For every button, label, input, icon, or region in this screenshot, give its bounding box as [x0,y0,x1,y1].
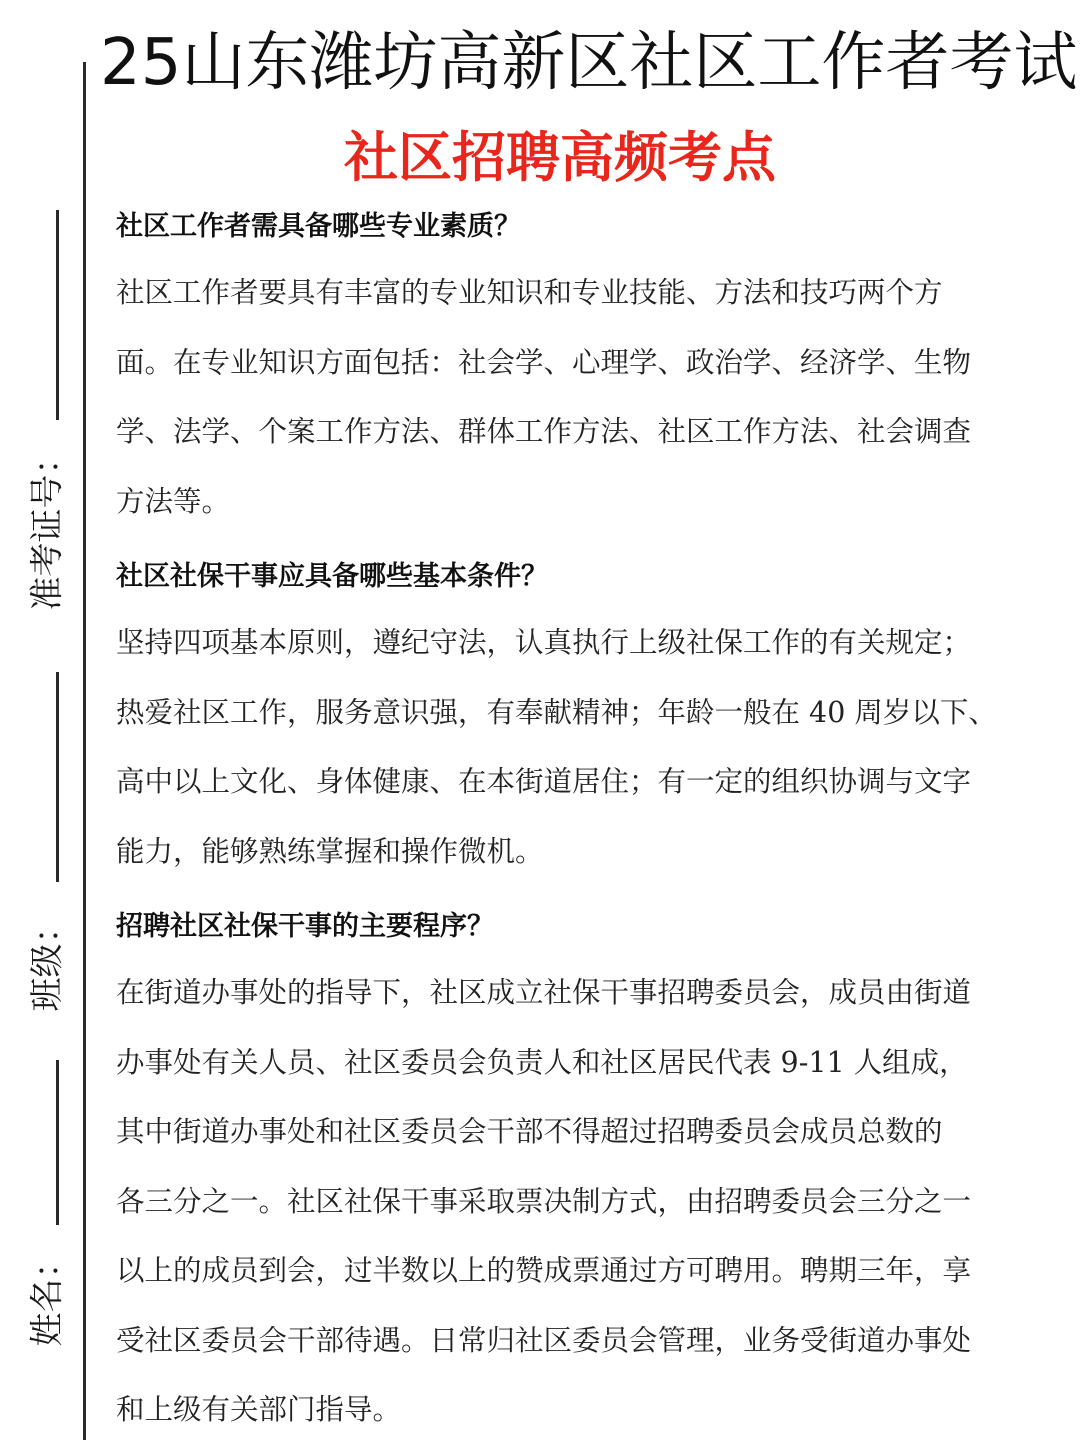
answer-line: 社区工作者要具有丰富的专业知识和专业技能、方法和技巧两个方 [116,276,943,309]
class-underline [56,672,59,882]
name-label: 姓名： [27,1244,68,1346]
name-underline [56,1060,59,1225]
name-label-wrap [22,1215,66,1375]
qa-section-2 [116,546,1046,886]
page-subtitle: 社区招聘高频考点 [344,126,776,189]
answer-line: 其中街道办事处和社区委员会干部不得超过招聘委员会成员总数的 [116,1115,943,1148]
qa-content [116,196,1046,1455]
class-label-wrap [22,880,66,1040]
answer-paragraph [116,958,1046,1445]
answer-paragraph [116,608,1046,886]
exam-id-label-wrap [22,440,68,610]
answer-line: 各三分之一。社区社保干事采取票决制方式，由招聘委员会三分之一 [116,1184,972,1218]
qa-section-1 [116,196,1046,536]
qa-section-3 [116,896,1046,1445]
question-heading: 招聘社区社保干事的主要程序？ [116,911,494,942]
binding-margin-line [83,62,86,1440]
answer-line: 学、法学、个案工作方法、群体工作方法、社区工作方法、社会调查 [116,415,972,448]
answer-line: 和上级有关部门指导。 [116,1393,402,1426]
answer-line: 受社区委员会干部待遇。日常归社区委员会管理，业务受街道办事处 [116,1323,972,1357]
answer-line: 高中以上文化、身体健康、在本街道居住；有一定的组织协调与文字 [116,765,972,798]
answer-line: 面。在专业知识方面包括：社会学、心理学、政治学、经济学、生物 [116,345,972,379]
answer-line: 在街道办事处的指导下，社区成立社保干事招聘委员会，成员由街道 [116,976,972,1009]
answer-line: 方法等。 [116,484,231,518]
answer-line: 坚持四项基本原则，遵纪守法，认真执行上级社保工作的有关规定； [116,626,972,659]
page-title: 25山东潍坊高新区社区工作者考试 [100,26,1078,100]
class-label: 班级： [27,909,68,1011]
question-heading: 社区社保干事应具备哪些基本条件？ [116,561,548,592]
answer-line: 热爱社区工作，服务意识强，有奉献精神；年龄一般在 40 周岁以下、 [116,695,997,729]
exam-id-underline [56,210,59,420]
exam-id-label: 准考证号： [27,440,68,610]
answer-line: 办事处有关人员、社区委员会负责人和社区居民代表 9-11 人组成， [116,1045,968,1079]
answer-line: 能力，能够熟练掌握和操作微机。 [116,834,544,868]
answer-paragraph [116,258,1046,536]
answer-line: 以上的成员到会，过半数以上的赞成票通过方可聘用。聘期三年，享 [116,1254,972,1287]
question-heading: 社区工作者需具备哪些专业素质？ [116,211,521,242]
